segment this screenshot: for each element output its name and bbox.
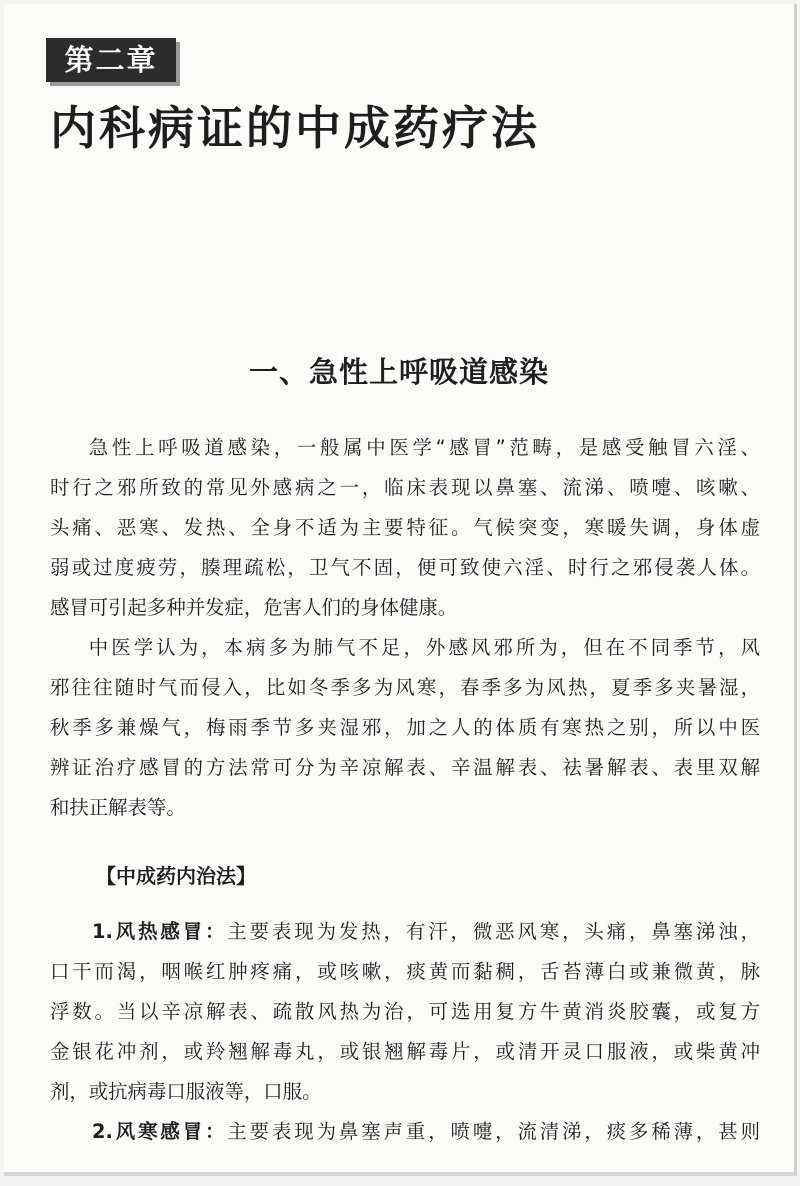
item-lead: 2.风寒感冒： [92, 1120, 228, 1143]
text-line: 中医学认为，本病多为肺气不足，外感风邪所为，但在不同季节，风 [88, 636, 760, 659]
intro-text [50, 428, 760, 828]
text-line: 时行之邪所致的常见外感病之一，临床表现以鼻塞、流涕、喷嚏、咳嗽、 [50, 476, 760, 499]
text-line: 金银花冲剂，或羚翘解毒丸，或银翘解毒片，或清开灵口服液，或柴黄冲 [50, 1040, 760, 1063]
book-page [4, 4, 797, 1176]
list-item-heading [50, 912, 760, 952]
section-title: 一、急性上呼吸道感染 [248, 355, 549, 389]
paragraph-2 [50, 628, 760, 828]
text-line: 弱或过度疲劳，腠理疏松，卫气不固，便可致使六淫、时行之邪侵袭人体。 [50, 556, 760, 579]
text-line: 头痛、恶寒、发热、全身不适为主要特征。气候突变，寒暖失调，身体虚 [50, 516, 760, 539]
text-line: 辨证治疗感冒的方法常可分为辛凉解表、辛温解表、祛暑解表、表里双解 [50, 756, 760, 779]
text-line: 秋季多兼燥气，梅雨季节多夹湿邪，加之人的体质有寒热之别，所以中医 [50, 716, 760, 739]
text-line: 口干而渴，咽喉红肿疼痛，或咳嗽，痰黄而黏稠，舌苔薄白或兼微黄，脉 [50, 960, 760, 983]
text-line: 急性上呼吸道感染，一般属中医学“感冒”范畴，是感受触冒六淫、 [88, 436, 760, 459]
text-line: 剂，或抗病毒口服液等，口服。 [50, 1080, 322, 1103]
chapter-title: 内科病证的中成药疗法 [50, 101, 540, 155]
treatment-list [50, 912, 760, 1152]
text-line: 和扶正解表等。 [50, 796, 186, 819]
item-lead: 1.风热感冒： [92, 920, 228, 943]
text-line: 感冒可引起多种并发症，危害人们的身体健康。 [50, 596, 458, 619]
subheading: 【中成药内治法】 [96, 864, 256, 888]
text-line: 邪往往随时气而侵入，比如冬季多为风寒，春季多为风热，夏季多夹暑湿， [50, 676, 760, 699]
chapter-label: 第二章 [46, 38, 176, 82]
list-item-heading [50, 1112, 760, 1152]
item-text: 主要表现为发热，有汗，微恶风寒，头痛，鼻塞涕浊， [227, 920, 760, 943]
item-text: 主要表现为鼻塞声重，喷嚏，流清涕，痰多稀薄，甚则 [227, 1120, 760, 1143]
paragraph-1 [50, 428, 760, 628]
text-line: 浮数。当以辛凉解表、疏散风热为治，可选用复方牛黄消炎胶囊，或复方 [50, 1000, 760, 1023]
